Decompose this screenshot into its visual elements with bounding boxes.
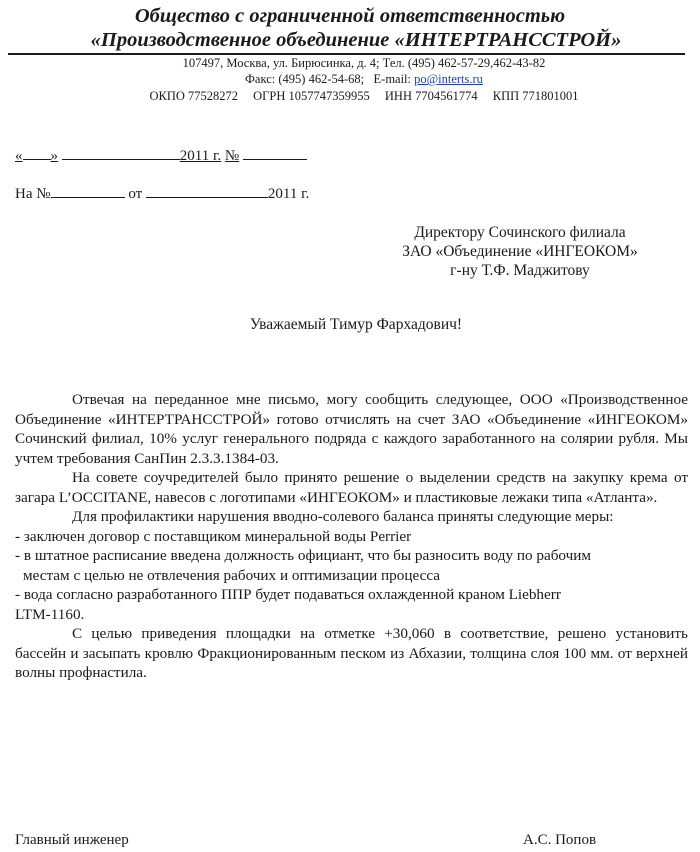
company-address: 107497, Москва, ул. Бирюсинка, д. 4; Тел. (495) 462-57-29,462-43-82 — [182, 56, 546, 70]
signature-name: А.С. Попов — [523, 832, 597, 848]
company-registration — [14, 89, 700, 104]
header-divider — [8, 53, 685, 55]
reference-date-blank[interactable] — [146, 183, 268, 198]
addressee-name: г-ну Т.Ф. Маджитову — [450, 262, 590, 279]
reference-year: 2011 г. — [267, 186, 310, 202]
company-title-line2: «Производственное объединение «ИНТЕРТРАНССТРОЙ» — [90, 29, 622, 51]
paragraph-1: Отвечая на переданное мне письмо, могу сообщить следующее, ООО «Производственное Объединение «ИНТЕРТРАНССТРОЙ» готово отчислять на счет ЗАО «Объединение «ИНГЕОКОМ» Сочинский филиал, 10% услуг генерального подряда с каждого заработанного на солярии рубля. Мы учтем требования СанПин 2.3.3.1384-03. — [15, 391, 688, 467]
okpo: ОКПО 77528272 — [149, 89, 239, 103]
company-contacts — [14, 72, 700, 87]
company-title-line1: Общество с ограниченной ответственностью — [134, 5, 566, 27]
measure-item-3: - вода согласно разработанного ППР будет подаваться охлажденной краном Liebherr LTM-1160. — [15, 586, 561, 623]
measure-item-1: - заключен договор с поставщиком минеральной воды Perrier — [15, 527, 412, 545]
email-link[interactable]: po@interts.ru — [414, 72, 483, 86]
reference-from: от — [128, 186, 143, 202]
reference-prefix: На № — [15, 186, 51, 202]
kpp: КПП 771801001 — [492, 89, 579, 103]
ogrn: ОГРН 1057747359955 — [253, 89, 370, 103]
outgoing-number-blank[interactable] — [243, 145, 307, 160]
greeting: Уважаемый Тимур Фархадович! — [249, 316, 463, 333]
signature-role: Главный инженер — [15, 832, 129, 848]
day-quote-close: » — [50, 148, 58, 164]
email-label: E-mail: — [373, 72, 412, 86]
inn: ИНН 7704561774 — [384, 89, 478, 103]
paragraph-2: На совете соучредителей было принято решение о выделении средств на закупку крема от загара L’OCCITANE, навесов с логотипами «ИНГЕОКОМ» и пластиковые лежаки типа «Атланта». — [15, 469, 688, 506]
number-sign: № — [224, 148, 240, 164]
letter-body — [15, 390, 688, 683]
day-quote-open: « — [15, 148, 23, 164]
measure-item-2: - в штатное расписание введена должность официант, что бы разносить воду по рабочим — [15, 547, 592, 564]
month-blank[interactable] — [62, 145, 180, 160]
outgoing-date-line — [15, 145, 307, 165]
addressee-company: ЗАО «Объединение «ИНГЕОКОМ» — [402, 243, 638, 260]
paragraph-3: Для профилактики нарушения вводно-солевого баланса приняты следующие меры: — [72, 508, 614, 525]
addressee-position: Директору Сочинского филиала — [414, 224, 626, 241]
measure-item-2-cont: местам с целью не отвлечения рабочих и оптимизации процесса — [23, 566, 440, 584]
paragraph-4: С целью приведения площадки на отметке +30,060 в соответствие, решено установить бассейн и засыпать кровлю Фракционированным песком из Абхазии, толщина слоя 100 мм. от верхней волны профнастила. — [15, 625, 688, 681]
outgoing-year: 2011 г. — [179, 148, 222, 164]
company-fax: Факс: (495) 462-54-68; — [245, 72, 365, 86]
reference-line — [15, 183, 309, 203]
day-blank[interactable] — [23, 145, 51, 160]
reference-number-blank[interactable] — [51, 183, 125, 198]
